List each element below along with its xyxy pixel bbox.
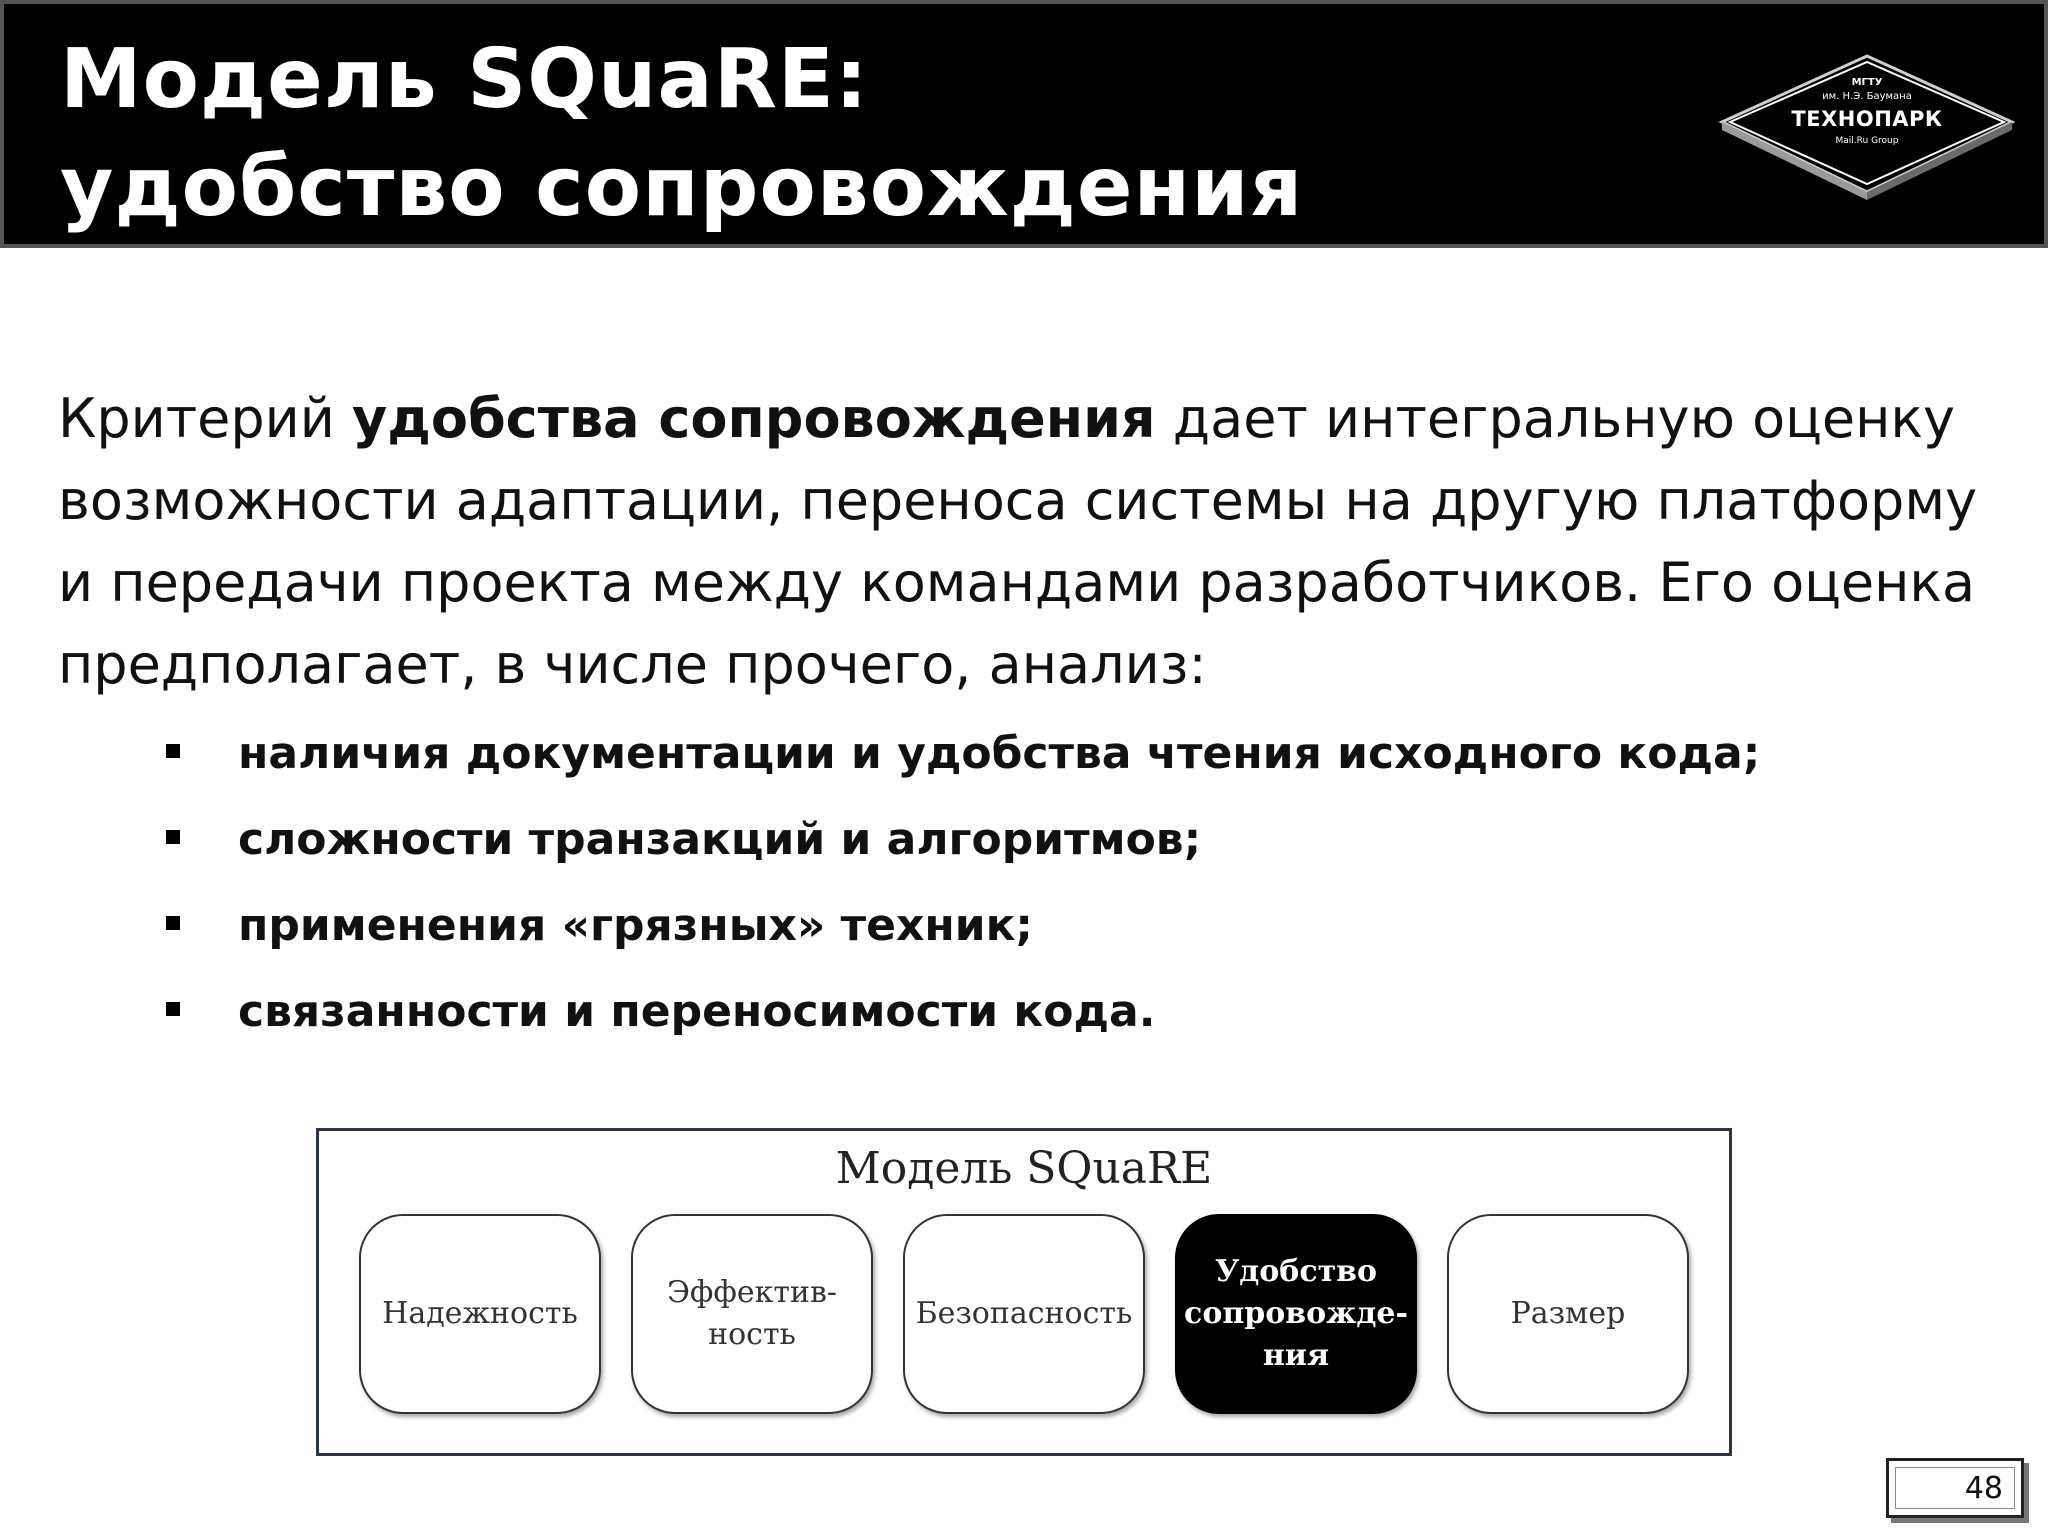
square-model-diagram (316, 1128, 1732, 1456)
logo-text-technopark: ТЕХНОПАРК (1791, 107, 1943, 131)
list-item-text: связанности и переносимости кода. (238, 986, 1156, 1037)
model-box-reliability (359, 1214, 601, 1414)
square-bullet-icon (166, 1002, 180, 1016)
intro-prefix: Критерий (58, 387, 353, 450)
logo-text-bauman: им. Н.Э. Баумана (1822, 91, 1912, 102)
diagram-title: Модель SQuaRE (835, 1143, 1213, 1194)
analysis-list (160, 716, 1760, 1060)
slide-header (0, 0, 2048, 248)
square-bullet-icon (166, 916, 180, 930)
square-bullet-icon (166, 830, 180, 844)
model-box-efficiency (631, 1214, 873, 1414)
model-box-label: Надежность (382, 1296, 578, 1331)
list-item-text: наличия документации и удобства чтения исходного кода; (238, 728, 1761, 779)
model-box-label: Размер (1510, 1296, 1626, 1331)
list-item (160, 802, 1760, 888)
logo-text-mailru: Mail.Ru Group (1835, 136, 1899, 146)
slide-title-line-2: удобство сопровождения (60, 140, 1304, 235)
intro-bold-term: удобства сопровождения (352, 387, 1156, 450)
model-box-maintainability (1175, 1214, 1417, 1414)
model-box-size (1447, 1214, 1689, 1414)
page-number-badge (1886, 1458, 2024, 1518)
list-item (160, 974, 1760, 1060)
list-item (160, 716, 1760, 802)
intro-paragraph (58, 378, 2018, 706)
model-box-label: Эффектив- ность (666, 1275, 838, 1352)
list-item-text: сложности транзакций и алгоритмов; (238, 814, 1202, 865)
model-box-label: Удобство сопровожде- ния (1184, 1254, 1408, 1373)
square-bullet-icon (166, 744, 180, 758)
logo-text-mgtu: МГТУ (1851, 77, 1883, 88)
slide-title (60, 26, 1303, 242)
page-number: 48 (1964, 1471, 2003, 1506)
slide-title-line-1: Модель SQuaRE: (60, 32, 869, 127)
technopark-logo (1712, 52, 2022, 202)
model-box-security (903, 1214, 1145, 1414)
intro-rest: дает интегральную оценку возможности адаптации, переноса системы на другую платформу и передачи проекта между командами разработчиков. Его оценка предполагает, в числе прочего, анализ: (58, 387, 1978, 696)
list-item-text: применения «грязных» техник; (238, 900, 1034, 951)
model-box-label: Безопасность (915, 1296, 1133, 1331)
list-item (160, 888, 1760, 974)
